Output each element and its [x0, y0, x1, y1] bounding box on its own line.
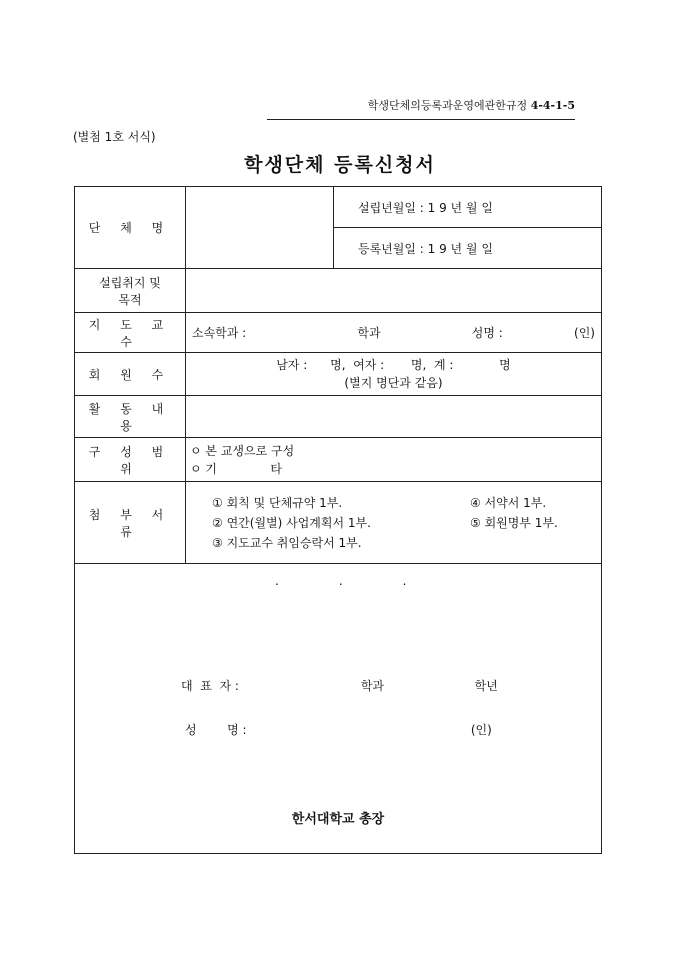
- purpose-label: [75, 269, 186, 313]
- registered-date-field[interactable]: 등록년월일 : 1 9 년 월 일: [334, 228, 602, 269]
- group-name-label: 단 체 명: [75, 187, 186, 269]
- form-title: 학생단체 등록신청서: [244, 154, 436, 176]
- application-form: [74, 186, 602, 854]
- advisor-name-label: 성명 :: [471, 326, 503, 340]
- advisor-seal: (인): [574, 326, 595, 340]
- members-label: 회 원 수: [75, 353, 186, 396]
- representative-dept-suffix: 학과: [360, 679, 385, 693]
- members-field[interactable]: [186, 353, 602, 396]
- attachment-item-1: ① 회칙 및 단체규약 1부.: [212, 495, 343, 510]
- scope-field: [186, 438, 602, 482]
- advisor-dept-suffix: 학과: [357, 326, 381, 340]
- attachment-item-3: ③ 지도교수 취임승락서 1부.: [212, 535, 362, 550]
- name-label: 성 명 :: [185, 723, 247, 737]
- advisor-field[interactable]: [186, 313, 602, 353]
- name-line: [185, 721, 492, 738]
- attachments-label: 첨 부 서 류: [75, 482, 186, 564]
- purpose-field[interactable]: [186, 269, 602, 313]
- representative-year-suffix: 학년: [474, 679, 498, 693]
- purpose-label-line2: 목적: [118, 292, 142, 307]
- founded-date-field[interactable]: 설립년월일 : 1 9 년 월 일: [334, 187, 602, 228]
- name-seal: (인): [470, 723, 492, 737]
- regulation-header: [267, 97, 575, 120]
- form-reference: (별첨 1호 서식): [73, 130, 156, 144]
- addressee: 한서대학교 총장: [291, 812, 385, 827]
- representative-line: [181, 677, 498, 694]
- members-note: (별지 명단과 같음): [344, 376, 443, 390]
- regulation-title: 학생단체의등록과운영에관한규정: [367, 99, 528, 112]
- representative-label: 대 표 자 :: [181, 679, 239, 693]
- advisor-label: 지 도 교 수: [75, 313, 186, 353]
- regulation-code: 4-4-1-5: [530, 99, 575, 112]
- purpose-label-line1: 설립취지 및: [99, 275, 161, 290]
- attachment-item-5: ⑤ 회원명부 1부.: [470, 515, 558, 530]
- date-placeholder-dots: ...: [275, 574, 467, 588]
- activities-label: 활 동 내 용: [75, 396, 186, 438]
- advisor-dept-label: 소속학과 :: [192, 326, 247, 340]
- scope-label: 구 성 범 위: [75, 438, 186, 482]
- group-name-field[interactable]: [186, 187, 334, 269]
- activities-field[interactable]: [186, 396, 602, 438]
- scope-option-other[interactable]: ㅇ 기 타: [190, 461, 282, 476]
- attachments-list: [186, 482, 602, 564]
- signature-section: [75, 564, 602, 854]
- attachment-item-2: ② 연간(월별) 사업계획서 1부.: [212, 515, 371, 530]
- members-count-line: 남자 : 명, 여자 : 명, 계 : 명: [276, 358, 511, 372]
- scope-option-student[interactable]: ㅇ 본 교생으로 구성: [190, 443, 295, 458]
- attachment-item-4: ④ 서약서 1부.: [470, 495, 547, 510]
